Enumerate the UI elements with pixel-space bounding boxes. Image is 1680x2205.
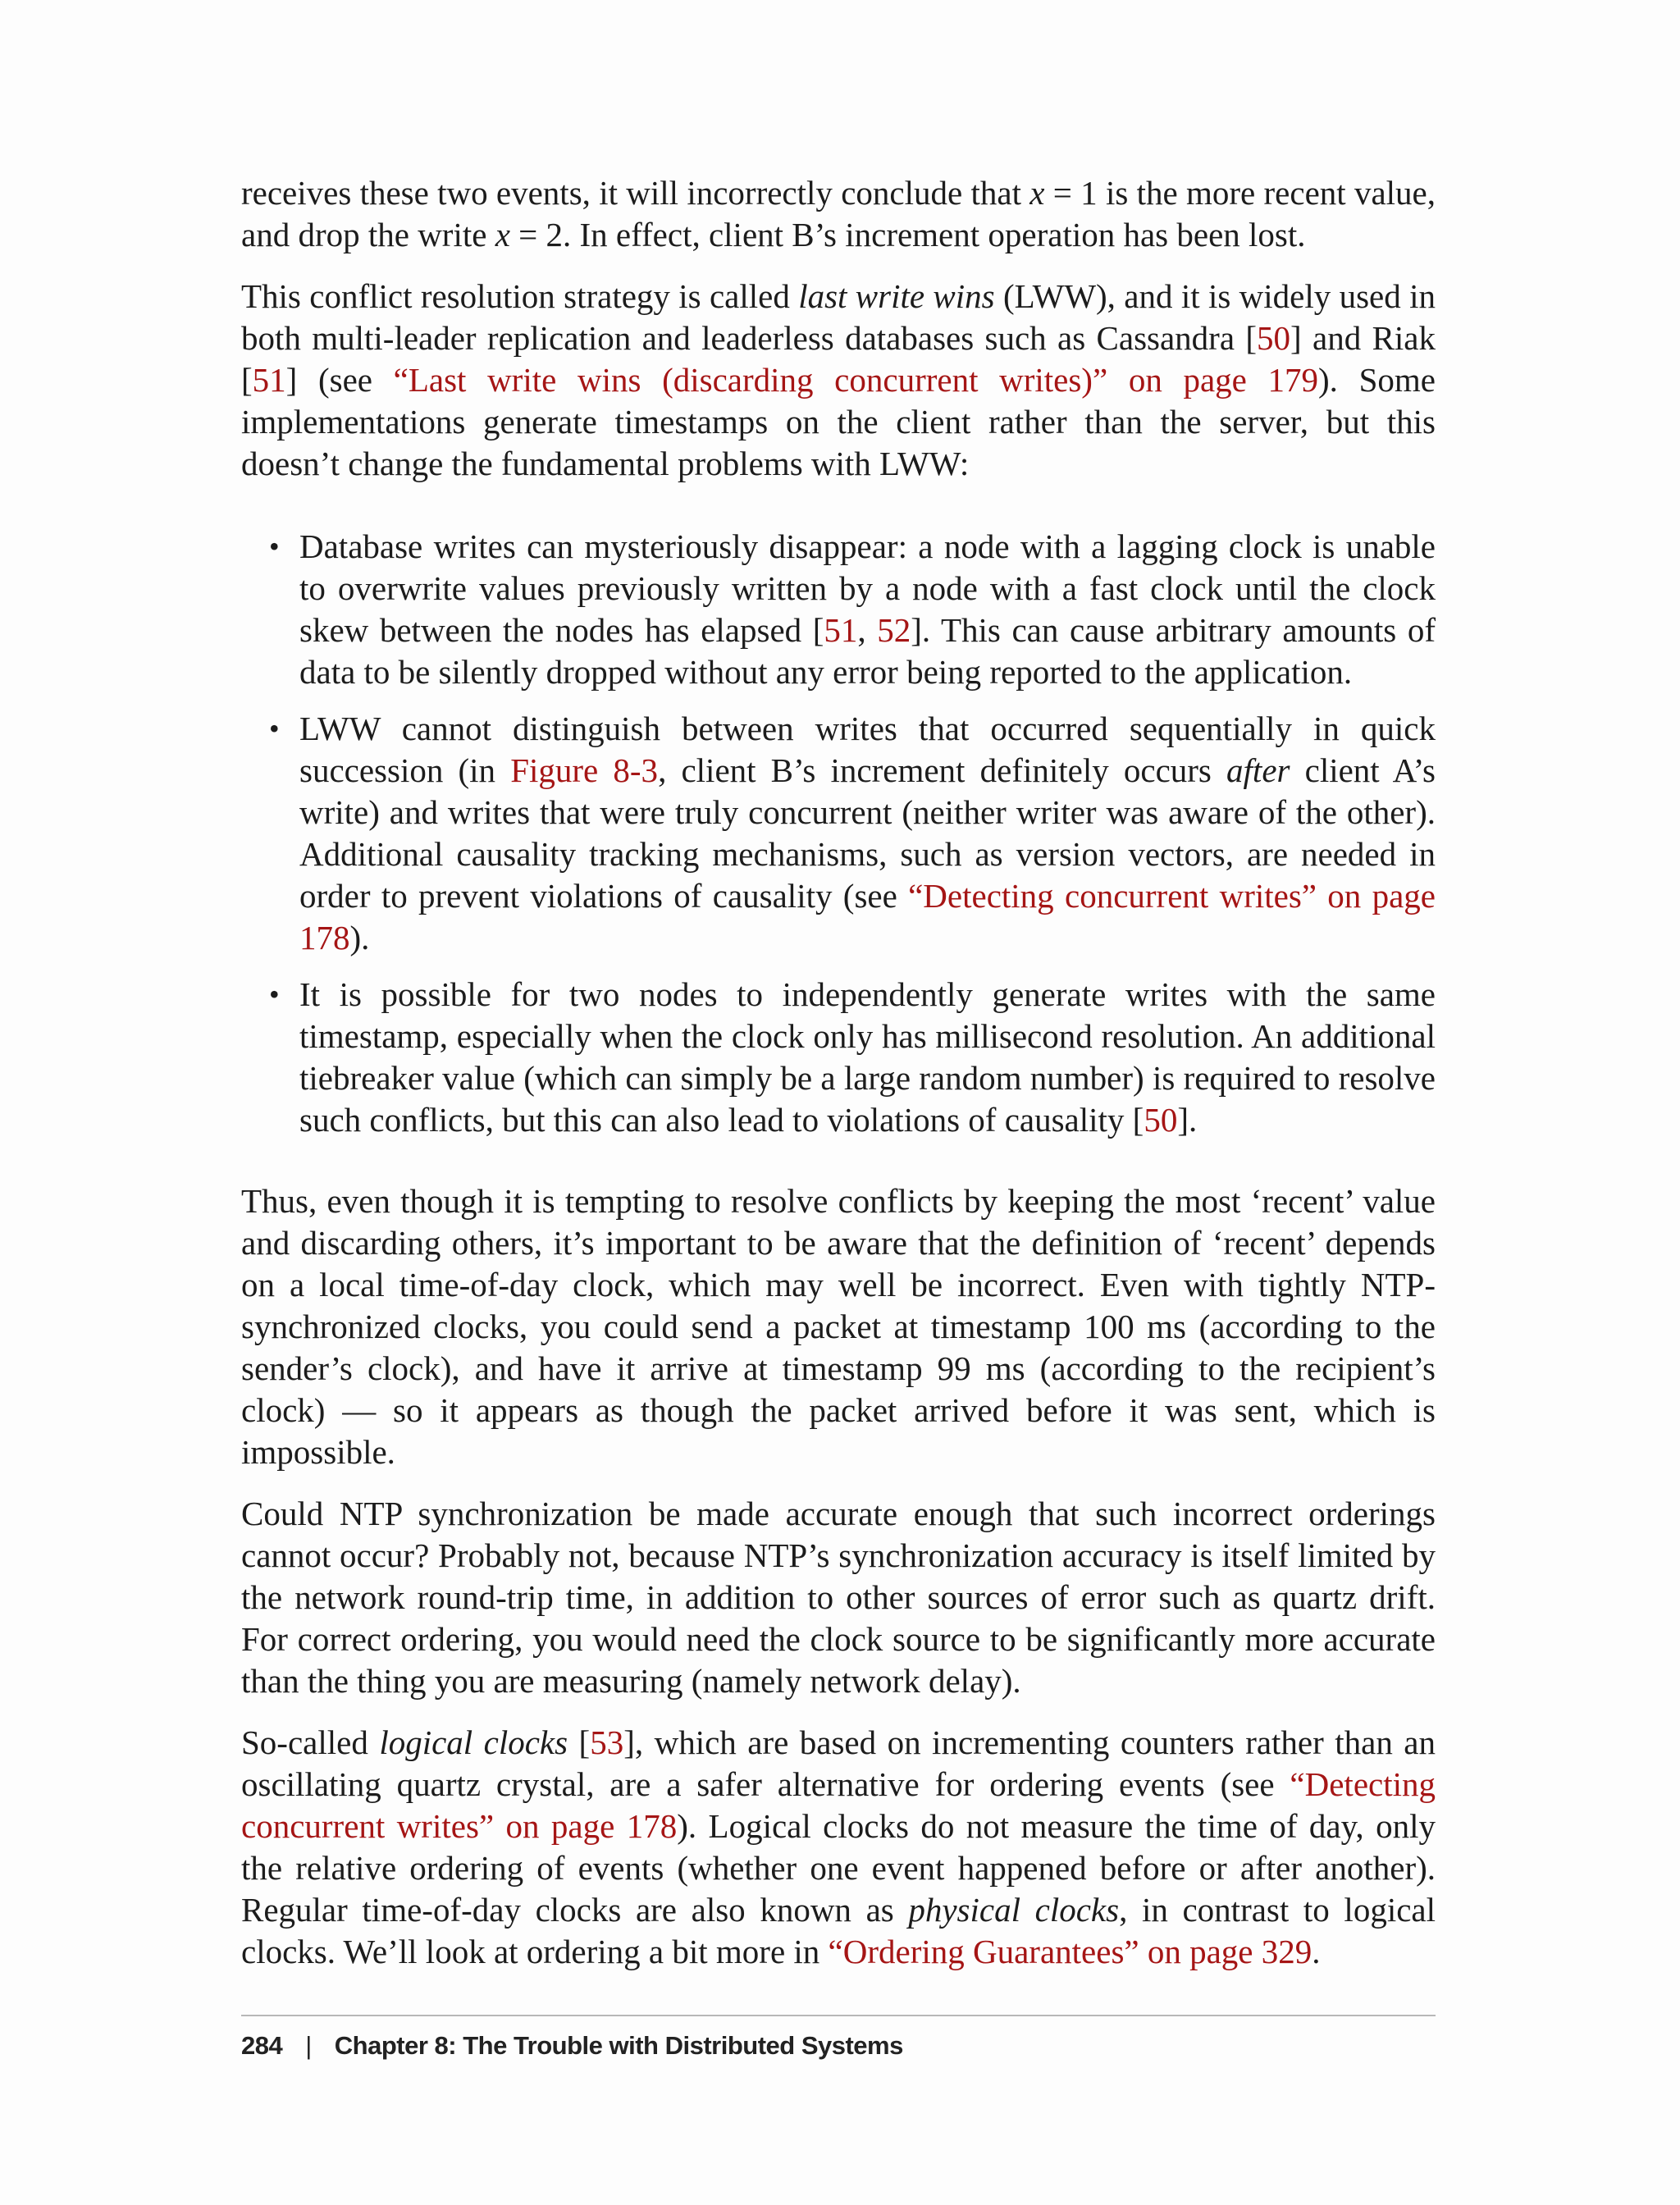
term-physical-clocks: physical clocks — [908, 1891, 1120, 1929]
paragraph-logical-clocks: So-called logical clocks [53], which are based on incrementing counters rather than an oscillating quartz crystal, are a safer alternative for ordering events (see “Detecting concurrent writes” on page 178). Logical clocks do not measure the time of day, only the relative ordering of events (whether one event happened before or after another). Regular time-of-day clocks are also known as physical clocks, in contrast to logical clocks. We’ll look at ordering a bit more in “Ordering Guarantees” on page 329. — [241, 1723, 1436, 1970]
paragraph-last-write-wins: This conflict resolution strategy is called last write wins (LWW), and it is widely used in both multi-leader replication and leaderless databases such as Cassandra [50] and Riak [51] (see “Last write wins (discarding concurrent writes)” on page 179). Some implementations generate timestamps on the client rather than the server, but this doesn’t change the fundamental problems with LWW: — [241, 277, 1436, 482]
citation-53[interactable]: 53 — [590, 1723, 624, 1761]
lww-problems-list — [241, 526, 1436, 1141]
paragraph-recent-value: Thus, even though it is tempting to resolve conflicts by keeping the most ‘recent’ value and discarding others, it’s important to be aware that the definition of ‘recent’ depends on a local time-of-day clock, which may well be incorrect. Even with tightly NTP-synchronized clocks, you could send a packet at timestamp 100 ms (according to the sender’s clock), and have it arrive at timestamp 99 ms (according to the recipient’s clock) — so it appears as though the packet arrived before it was sent, which is impossible. — [241, 1182, 1436, 1471]
term-last-write-wins: last write wins — [798, 277, 995, 315]
page-number: 284 — [241, 2031, 283, 2060]
page-body — [241, 172, 1436, 1993]
page-footer — [241, 2031, 903, 2061]
chapter-title: Chapter 8: The Trouble with Distributed Systems — [334, 2031, 903, 2060]
list-item: • LWW cannot distinguish between writes that occurred sequentially in quick succession (in Figure 8-3, client B’s increment definitely occurs after client A’s write) and writes that were truly concurrent (neither writer was aware of the other). Additional causality tracking mechanisms, such as version vectors, are needed in order to prevent violations of causality (see “Detecting concurrent writes” on page 178). — [269, 710, 1436, 956]
link-figure-8-3[interactable]: Figure 8-3 — [510, 751, 659, 789]
link-ordering-guarantees-page-329[interactable]: “Ordering Guarantees” on page 329 — [828, 1933, 1312, 1970]
citation-51[interactable]: 51 — [252, 361, 286, 399]
link-detecting-concurrent-writes-page-178[interactable]: “Detecting concurrent writes” on page 178 — [241, 1765, 1436, 1845]
citation-50[interactable]: 50 — [1257, 319, 1291, 357]
bullet-icon: • — [269, 978, 280, 1011]
footer-separator: | — [305, 2031, 312, 2060]
paragraph-lww-intro-cont: receives these two events, it will incorrectly conclude that x = 1 is the more recent value, and drop the write x = 2. In effect, client B’s increment operation has been lost. — [241, 174, 1436, 253]
link-detecting-concurrent-writes-page-178[interactable]: “Detecting concurrent writes” on page 178 — [299, 877, 1436, 956]
citation-52[interactable]: 52 — [877, 611, 911, 649]
bullet-icon: • — [269, 530, 280, 563]
link-last-write-wins-page-179[interactable]: “Last write wins (discarding concurrent writes)” on page 179 — [393, 361, 1319, 399]
citation-50[interactable]: 50 — [1144, 1101, 1178, 1139]
paragraph-ntp-accuracy: Could NTP synchronization be made accurate enough that such incorrect orderings cannot occur? Probably not, because NTP’s synchronization accuracy is itself limited by the network round-trip time, in addition to other sources of error such as quartz drift. For correct ordering, you would need the clock source to be significantly more accurate than the thing you are measuring (namely network delay). — [241, 1495, 1436, 1700]
term-logical-clocks: logical clocks — [379, 1723, 568, 1761]
list-item: • Database writes can mysteriously disappear: a node with a lagging clock is unable to overwrite values previously written by a node with a fast clock until the clock skew between the nodes has elapsed [51, 52]. This can cause arbitrary amounts of data to be silently dropped without any error being reported to the application. — [269, 527, 1436, 691]
citation-51[interactable]: 51 — [824, 611, 858, 649]
footer-divider — [241, 2015, 1436, 2016]
bullet-icon: • — [269, 712, 280, 745]
list-item: • It is possible for two nodes to independently generate writes with the same timestamp, especially when the clock only has millisecond resolution. An additional tiebreaker value (which can simply be a large random number) is required to resolve such conflicts, but this can also lead to violations of causality [50]. — [269, 975, 1436, 1139]
